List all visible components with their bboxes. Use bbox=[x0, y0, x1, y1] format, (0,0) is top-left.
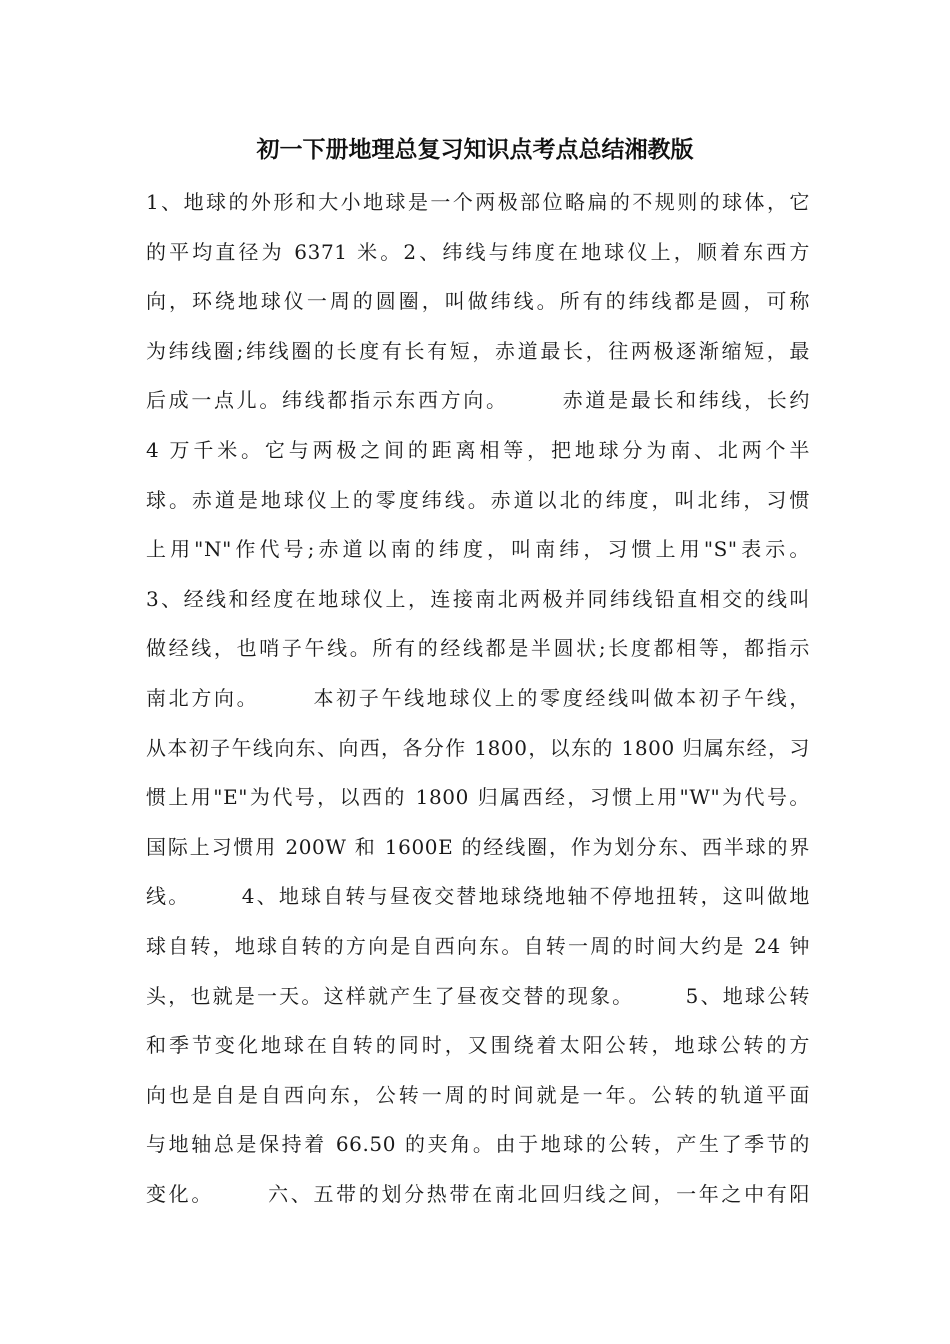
body-line: 1、地球的外形和大小地球是一个两极部位略扁的不规则的球体，它 bbox=[146, 190, 810, 214]
body-line: 为纬线圈;纬线圈的长度有长有短，赤道最长，往两极逐渐缩短，最 bbox=[146, 338, 810, 363]
body-line: 与地轴总是保持着 66.50 的夹角。由于地球的公转，产生了季节的 bbox=[146, 1132, 810, 1157]
body-line: 向也是自是自西向东，公转一周的时间就是一年。公转的轨道平面 bbox=[146, 1082, 810, 1107]
body-line: 变化。 六、五带的划分热带在南北回归线之间，一年之中有阳 bbox=[146, 1181, 810, 1206]
body-line: 从本初子午线向东、向西，各分作 1800，以东的 1800 归属东经，习 bbox=[146, 735, 810, 760]
body-line: 国际上习惯用 200W 和 1600E 的经线圈，作为划分东、西半球的界 bbox=[146, 834, 810, 859]
body-line: 向，环绕地球仪一周的圆圈，叫做纬线。所有的纬线都是圆，可称 bbox=[146, 289, 810, 314]
body-line: 球。赤道是地球仪上的零度纬线。赤道以北的纬度，叫北纬，习惯 bbox=[146, 487, 810, 512]
body-line: 线。 4、地球自转与昼夜交替地球绕地轴不停地扭转，这叫做地 bbox=[146, 884, 810, 909]
body-line: 4 万千米。它与两极之间的距离相等，把地球分为南、北两个半 bbox=[146, 437, 810, 462]
body-line: 上用"N"作代号;赤道以南的纬度，叫南纬，习惯上用"S"表示。 bbox=[146, 537, 810, 562]
body-line: 南北方向。 本初子午线地球仪上的零度经线叫做本初子午线， bbox=[146, 685, 810, 710]
body-line: 的平均直径为 6371 米。2、纬线与纬度在地球仪上，顺着东西方 bbox=[146, 239, 810, 264]
body-line: 球自转，地球自转的方向是自西向东。自转一周的时间大约是 24 钟 bbox=[146, 933, 810, 958]
body-line: 头，也就是一天。这样就产生了昼夜交替的现象。 5、地球公转 bbox=[146, 983, 810, 1008]
body-line: 3、经线和经度在地球仪上，连接南北两极并同纬线铅直相交的线叫 bbox=[146, 586, 810, 611]
body-line: 做经线，也哨子午线。所有的经线都是半圆状;长度都相等，都指示 bbox=[146, 636, 810, 661]
document-body bbox=[146, 182, 810, 1223]
body-line: 后成一点儿。纬线都指示东西方向。 赤道是最长和纬线，长约 bbox=[146, 388, 810, 413]
document-title: 初一下册地理总复习知识点考点总结湘教版 bbox=[256, 137, 694, 163]
body-line: 和季节变化地球在自转的同时，又围绕着太阳公转，地球公转的方 bbox=[146, 1033, 810, 1058]
body-line: 惯上用"E"为代号，以西的 1800 归属西经，习惯上用"W"为代号。 bbox=[146, 785, 810, 810]
